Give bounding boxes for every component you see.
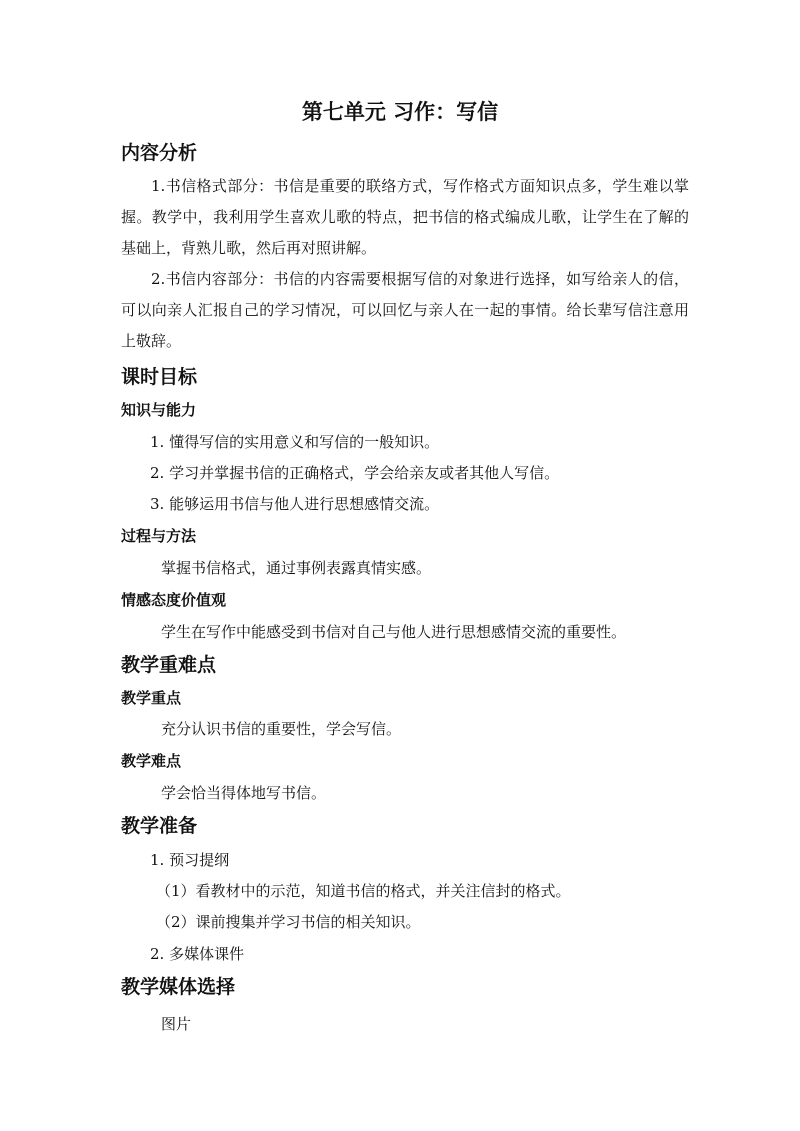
list-item: 3. 能够运用书信与他人进行思想感情交流。 bbox=[150, 495, 440, 513]
heading-content-analysis: 内容分析 bbox=[121, 142, 198, 164]
subheading-focus: 教学重点 bbox=[121, 689, 182, 707]
heading-objectives: 课时目标 bbox=[121, 366, 198, 388]
list-subitem: （2）课前搜集并学习书信的相关知识。 bbox=[156, 913, 421, 931]
media-text: 图片 bbox=[161, 1015, 192, 1033]
document-title: 第七单元 习作：写信 bbox=[301, 100, 499, 124]
paragraph-content: 2.书信内容部分：书信的内容需要根据写信的对象进行选择，如写给亲人的信，可以向亲人汇报自己的学习情况，可以回忆与亲人在一起的事情。给长辈写信注意用上敬辞。 bbox=[121, 270, 689, 350]
list-item: 2. 多媒体课件 bbox=[150, 945, 245, 963]
focus-text: 充分认识书信的重要性，学会写信。 bbox=[161, 720, 402, 738]
list-subitem: （1）看教材中的示范，知道书信的格式，并关注信封的格式。 bbox=[156, 882, 571, 900]
difficulty-text: 学会恰当得体地写书信。 bbox=[161, 784, 327, 802]
list-item: 1. 懂得写信的实用意义和写信的一般知识。 bbox=[150, 433, 440, 451]
paragraph-format: 1.书信格式部分：书信是重要的联络方式，写作格式方面知识点多，学生难以掌握。教学中，我利用学生喜欢儿歌的特点，把书信的格式编成儿歌，让学生在了解的基础上，背熟儿歌，然后再对照讲解。 bbox=[121, 177, 689, 257]
heading-key-points: 教学重难点 bbox=[121, 654, 217, 676]
subheading-difficulty: 教学难点 bbox=[121, 752, 182, 770]
list-item: 2. 学习并掌握书信的正确格式，学会给亲友或者其他人写信。 bbox=[150, 464, 560, 482]
subheading-process: 过程与方法 bbox=[121, 527, 197, 545]
subheading-knowledge: 知识与能力 bbox=[121, 401, 197, 419]
heading-media: 教学媒体选择 bbox=[121, 976, 236, 998]
process-text: 掌握书信格式，通过事例表露真情实感。 bbox=[161, 559, 432, 577]
emotion-text: 学生在写作中能感受到书信对自己与他人进行思想感情交流的重要性。 bbox=[161, 623, 627, 641]
list-item: 1. 预习提纲 bbox=[150, 851, 230, 869]
subheading-emotion: 情感态度价值观 bbox=[121, 591, 227, 609]
heading-preparation: 教学准备 bbox=[121, 815, 198, 837]
